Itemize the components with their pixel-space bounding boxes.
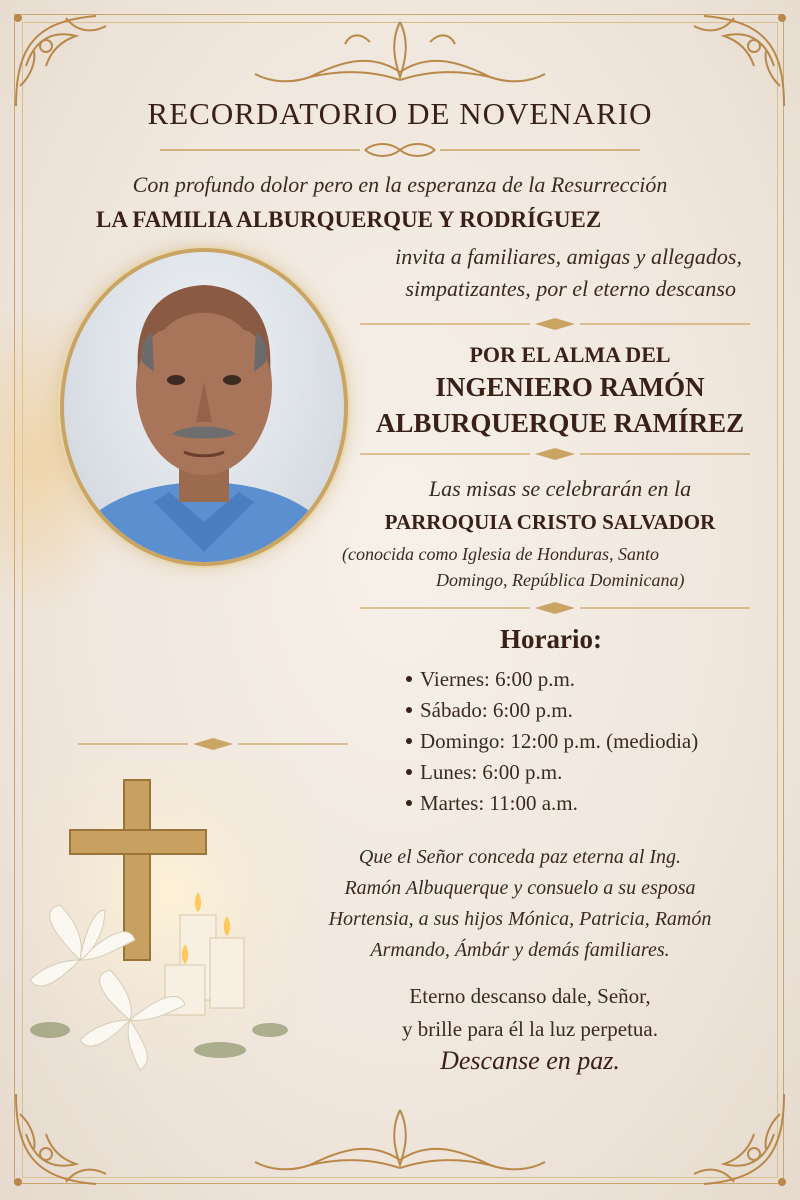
deceased-line-2: INGENIERO RAMÓN: [435, 372, 705, 402]
corner-flourish-icon: [674, 1084, 794, 1194]
divider: [78, 736, 348, 752]
corner-flourish-icon: [6, 1084, 126, 1194]
family-name: LA FAMILIA ALBURQUERQUE Y RODRÍGUEZ: [96, 207, 602, 232]
schedule-item: Viernes: 6:00 p.m.: [406, 664, 698, 695]
prayer-text: [280, 842, 760, 966]
divider: [360, 446, 750, 462]
memorial-scene: [20, 760, 320, 1090]
rest-in-peace: Descanse en paz.: [440, 1046, 620, 1075]
bullet-icon: [406, 769, 412, 775]
deceased-line-1: POR EL ALMA DEL: [469, 342, 671, 367]
schedule-title: Horario:: [500, 624, 602, 654]
divider: [360, 316, 750, 332]
intro-line-2: invita a familiares, amigas y allegados,: [395, 244, 742, 269]
venue-intro: Las misas se celebrarán en la: [428, 476, 692, 501]
page-title: RECORDATORIO DE NOVENARIO: [147, 96, 653, 131]
title-divider: [160, 140, 640, 160]
top-ornament-icon: [250, 12, 550, 92]
bottom-ornament-icon: [250, 1100, 550, 1180]
schedule-list: [406, 664, 698, 819]
schedule-item: Sábado: 6:00 p.m.: [406, 695, 698, 726]
schedule-item: Martes: 11:00 a.m.: [406, 788, 698, 819]
schedule-item: Lunes: 6:00 p.m.: [406, 757, 698, 788]
intro-line-1: Con profundo dolor pero en la esperanza de la Resurrección: [132, 172, 668, 197]
deceased-line-3: ALBURQUERQUE RAMÍREZ: [375, 408, 745, 438]
closing-prayer: [300, 980, 760, 1046]
bullet-icon: [406, 707, 412, 713]
prayer-line: Armando, Ámbár y demás familiares.: [370, 939, 670, 961]
intro-line-3: simpatizantes, por el eterno descanso: [405, 276, 736, 301]
prayer-line: Que el Señor conceda paz eterna al Ing.: [358, 846, 682, 868]
venue-note-2: Domingo, República Dominicana): [436, 570, 685, 590]
venue-note-1: (conocida como Iglesia de Honduras, Santo: [342, 544, 659, 564]
prayer-line: Hortensia, a sus hijos Mónica, Patricia, Ramón: [328, 908, 712, 930]
bullet-icon: [406, 676, 412, 682]
prayer-line: Ramón Albuquerque y consuelo a su esposa: [344, 877, 696, 899]
closing-line-1: Eterno descanso dale, Señor,: [409, 984, 651, 1008]
schedule-item: Domingo: 12:00 p.m. (mediodia): [406, 726, 698, 757]
bullet-icon: [406, 738, 412, 744]
closing-line-2: y brille para él la luz perpetua.: [402, 1017, 658, 1041]
bullet-icon: [406, 800, 412, 806]
divider: [360, 600, 750, 616]
portrait-photo: [60, 248, 348, 566]
venue-name: PARROQUIA CRISTO SALVADOR: [384, 510, 716, 534]
